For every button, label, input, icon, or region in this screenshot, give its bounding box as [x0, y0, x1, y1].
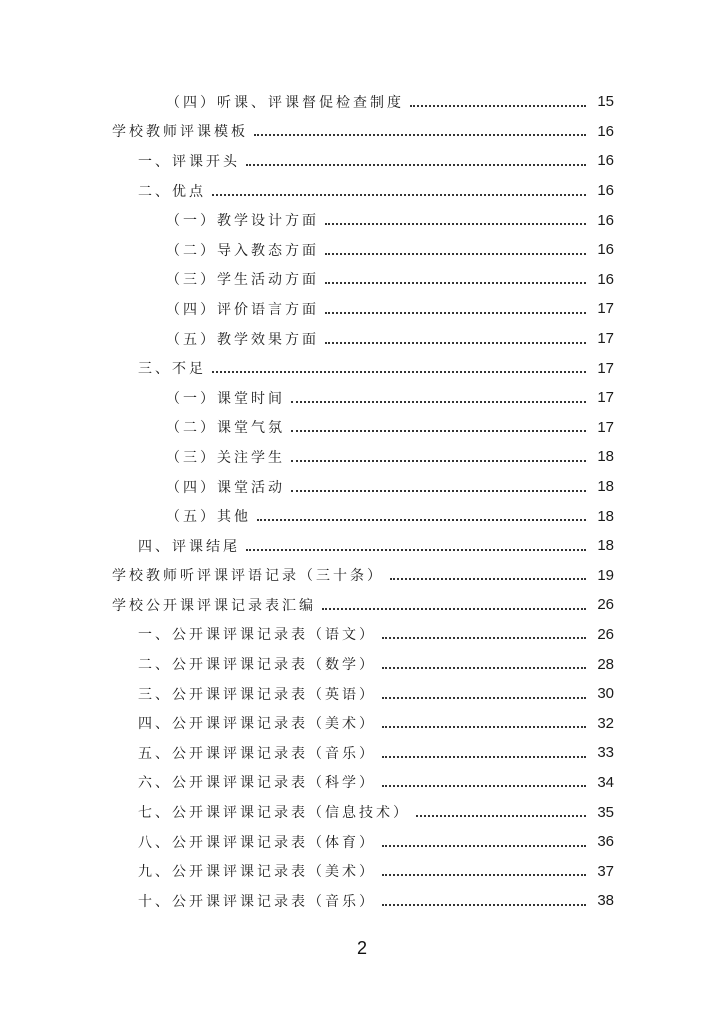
toc-entry[interactable] — [0, 768, 614, 798]
toc-entry-title: 八、公开课评课记录表（体育） — [138, 834, 376, 851]
toc-entry-page-number: 33 — [597, 744, 614, 762]
toc-entry-page-number: 26 — [597, 625, 614, 643]
toc-entry[interactable] — [0, 620, 614, 650]
dot-leader — [325, 342, 586, 344]
toc-entry-page-number: 17 — [597, 359, 614, 377]
toc-entry[interactable] — [0, 797, 614, 827]
dot-leader — [212, 371, 586, 373]
toc-entry[interactable] — [0, 738, 614, 768]
toc-entry-page-number: 37 — [597, 862, 614, 880]
dot-leader — [382, 845, 586, 847]
dot-leader — [322, 608, 586, 610]
toc-entry[interactable] — [0, 383, 614, 413]
toc-entry-title: 学校公开课评课记录表汇编 — [112, 597, 316, 614]
toc-entry-page-number: 18 — [597, 448, 614, 466]
toc-entry-page-number: 19 — [597, 566, 614, 584]
toc-entry[interactable] — [0, 87, 614, 117]
dot-leader — [325, 223, 586, 225]
toc-entry[interactable] — [0, 442, 614, 472]
toc-entry-page-number: 17 — [597, 418, 614, 436]
toc-entry[interactable] — [0, 590, 614, 620]
toc-entry[interactable] — [0, 561, 614, 591]
dot-leader — [246, 549, 586, 551]
toc-entry[interactable] — [0, 265, 614, 295]
toc-entry-page-number: 15 — [597, 93, 614, 111]
toc-entry[interactable] — [0, 472, 614, 502]
dot-leader — [291, 460, 586, 462]
toc-entry-page-number: 18 — [597, 537, 614, 555]
toc-entry[interactable] — [0, 531, 614, 561]
dot-leader — [291, 430, 586, 432]
toc-entry[interactable] — [0, 413, 614, 443]
dot-leader — [382, 785, 586, 787]
dot-leader — [382, 637, 586, 639]
toc-entry-page-number: 30 — [597, 685, 614, 703]
toc-entry-title: （四）课堂活动 — [166, 479, 285, 496]
toc-entry[interactable] — [0, 708, 614, 738]
dot-leader — [382, 874, 586, 876]
dot-leader — [254, 134, 586, 136]
toc-entry-page-number: 17 — [597, 330, 614, 348]
toc-entry[interactable] — [0, 146, 614, 176]
dot-leader — [390, 578, 586, 580]
toc-entry-page-number: 35 — [597, 803, 614, 821]
dot-leader — [257, 519, 586, 521]
toc-entry-title: （五）教学效果方面 — [166, 331, 319, 348]
toc-entry-page-number: 36 — [597, 833, 614, 851]
toc-entry-page-number: 16 — [597, 241, 614, 259]
toc-entry[interactable] — [0, 324, 614, 354]
toc-entry-title: （二）课堂气氛 — [166, 420, 285, 437]
dot-leader — [382, 667, 586, 669]
toc-entry-title: （一）课堂时间 — [166, 390, 285, 407]
dot-leader — [325, 253, 586, 255]
toc-entry-title: （四）评价语言方面 — [166, 301, 319, 318]
toc-entry-title: 四、评课结尾 — [138, 538, 240, 555]
toc-entry[interactable] — [0, 649, 614, 679]
toc-entry[interactable] — [0, 856, 614, 886]
toc-entry-title: 七、公开课评课记录表（信息技术） — [138, 805, 410, 822]
toc-entry-page-number: 26 — [597, 596, 614, 614]
toc-entry[interactable] — [0, 886, 614, 916]
toc-entry-page-number: 16 — [597, 270, 614, 288]
toc-entry-title: 六、公开课评课记录表（科学） — [138, 775, 376, 792]
toc-entry-title: （三）学生活动方面 — [166, 272, 319, 289]
page-number: 2 — [356, 938, 367, 958]
toc-entry-title: 学校教师听评课评语记录（三十条） — [112, 568, 384, 585]
toc-entry-title: 三、不足 — [138, 361, 206, 378]
toc-entry-title: 一、评课开头 — [138, 153, 240, 170]
toc-entry-title: （五）其他 — [166, 509, 251, 526]
dot-leader — [382, 756, 586, 758]
toc-entry-title: 九、公开课评课记录表（美术） — [138, 864, 376, 881]
toc-entry[interactable] — [0, 117, 614, 147]
dot-leader — [382, 697, 586, 699]
toc-entry-page-number: 16 — [597, 182, 614, 200]
toc-entry[interactable] — [0, 827, 614, 857]
dot-leader — [291, 401, 586, 403]
toc-entry[interactable] — [0, 501, 614, 531]
toc-entry-title: 二、优点 — [138, 183, 206, 200]
toc-entry[interactable] — [0, 235, 614, 265]
toc-entry-title: 四、公开课评课记录表（美术） — [138, 716, 376, 733]
table-of-contents — [0, 87, 724, 916]
toc-entry-page-number: 17 — [597, 389, 614, 407]
toc-entry-title: 二、公开课评课记录表（数学） — [138, 657, 376, 674]
dot-leader — [416, 815, 586, 817]
toc-entry-page-number: 32 — [597, 714, 614, 732]
toc-entry-page-number: 17 — [597, 300, 614, 318]
dot-leader — [291, 490, 586, 492]
toc-entry-page-number: 18 — [597, 478, 614, 496]
dot-leader — [382, 904, 586, 906]
toc-entry[interactable] — [0, 353, 614, 383]
toc-entry-title: 学校教师评课模板 — [112, 124, 248, 141]
toc-entry[interactable] — [0, 679, 614, 709]
toc-entry[interactable] — [0, 205, 614, 235]
toc-entry-title: （二）导入教态方面 — [166, 242, 319, 259]
toc-entry-page-number: 38 — [597, 892, 614, 910]
toc-entry[interactable] — [0, 176, 614, 206]
toc-entry-title: 十、公开课评课记录表（音乐） — [138, 893, 376, 910]
dot-leader — [410, 105, 586, 107]
toc-entry-page-number: 34 — [597, 773, 614, 791]
toc-entry-page-number: 16 — [597, 122, 614, 140]
dot-leader — [325, 312, 586, 314]
dot-leader — [325, 282, 586, 284]
toc-entry-page-number: 18 — [597, 507, 614, 525]
toc-entry-title: （四）听课、评课督促检查制度 — [166, 94, 404, 111]
toc-entry[interactable] — [0, 294, 614, 324]
toc-entry-page-number: 28 — [597, 655, 614, 673]
toc-entry-title: 五、公开课评课记录表（音乐） — [138, 745, 376, 762]
toc-entry-page-number: 16 — [597, 211, 614, 229]
dot-leader — [212, 194, 586, 196]
toc-entry-title: （一）教学设计方面 — [166, 213, 319, 230]
toc-entry-title: 一、公开课评课记录表（语文） — [138, 627, 376, 644]
toc-entry-title: 三、公开课评课记录表（英语） — [138, 686, 376, 703]
toc-entry-page-number: 16 — [597, 152, 614, 170]
dot-leader — [382, 726, 586, 728]
dot-leader — [246, 164, 586, 166]
toc-entry-title: （三）关注学生 — [166, 449, 285, 466]
